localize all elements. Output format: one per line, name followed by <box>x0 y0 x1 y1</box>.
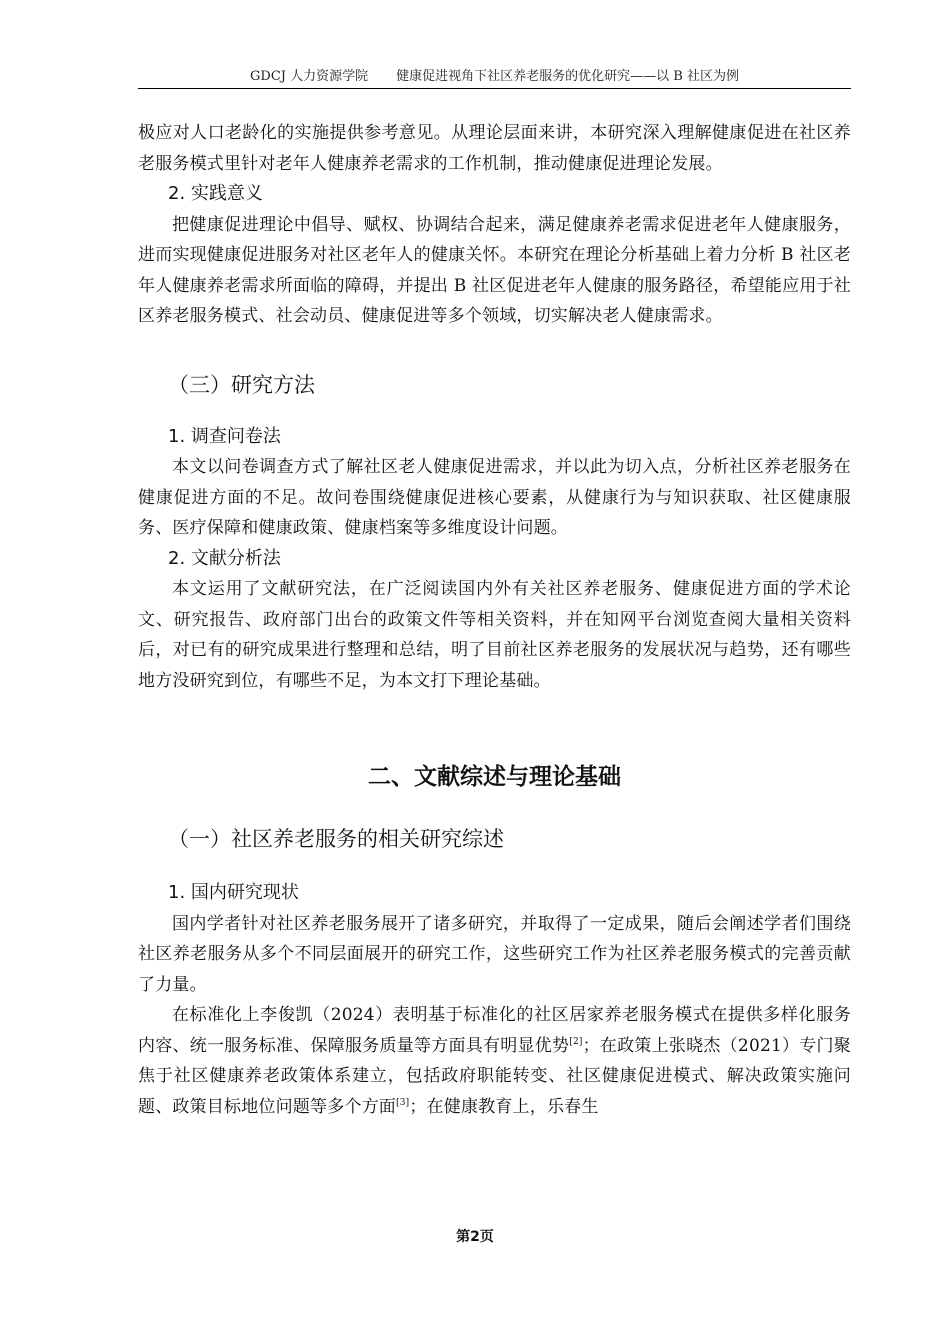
heading-domestic-research: 1. 国内研究现状 <box>168 882 299 903</box>
running-header <box>138 66 851 89</box>
heading-practical-significance: 2. 实践意义 <box>168 183 263 204</box>
citation-ref-2: [2] <box>569 1036 583 1047</box>
paragraph-domestic-research: 国内学者针对社区养老服务展开了诸多研究，并取得了一定成果，随后会阐述学者们围绕社区养老服务从多个不同层面展开的研究工作，这些研究工作为社区养老服务模式的完善贡献了力量。 <box>138 913 851 995</box>
paragraph-literature-method: 本文运用了文献研究法，在广泛阅读国内外有关社区养老服务、健康促进方面的学术论文、研究报告、政府部门出台的政策文件等相关资料，并在知网平台浏览查阅大量相关资料后，对已有的研究成果进行整理和总结，明了目前社区养老服务的发展状况与趋势，还有哪些地方没研究到位，有哪些不足，为本文打下理论基础。 <box>138 579 851 691</box>
text-health-education: ；在健康教育上，乐春生 <box>409 1096 599 1117</box>
heading-literature-review: （一）社区养老服务的相关研究综述 <box>168 827 504 851</box>
text-policy: ；在政策上张晓杰（2021）专门聚焦于社区健康养老政策体系建立，包括政府职能转变、社区健康促进模式、解决政策实施问题、政策目标地位问题等多个方面 <box>138 1035 851 1117</box>
heading-literature-method: 2. 文献分析法 <box>168 547 281 569</box>
paragraph-theory-significance: 极应对人口老龄化的实施提供参考意见。从理论层面来讲，本研究深入理解健康促进在社区养老服务模式里针对老年人健康养老需求的工作机制，推动健康促进理论发展。 <box>138 123 851 174</box>
citation-ref-3: [3] <box>396 1097 410 1108</box>
header-institution: GDCJ 人力资源学院 <box>250 69 369 84</box>
page-body <box>138 118 851 1122</box>
paragraph-domestic-details <box>138 1000 851 1122</box>
text-standardization: 在标准化上李俊凯（2024）表明基于标准化的社区居家养老服务模式在提供多样化服务内容、统一服务标准、保障服务质量等方面具有明显优势 <box>138 1005 851 1056</box>
page-number: 第2页 <box>456 1229 494 1245</box>
chapter-title: 二、文献综述与理论基础 <box>368 764 621 790</box>
paragraph-survey-method: 本文以问卷调查方式了解社区老人健康促进需求，并以此为切入点，分析社区养老服务在健康促进方面的不足。故问卷围绕健康促进核心要素，从健康行为与知识获取、社区健康服务、医疗保障和健康政策、健康档案等多维度设计问题。 <box>138 457 851 538</box>
header-thesis-title: 健康促进视角下社区养老服务的优化研究——以 B 社区为例 <box>396 69 739 84</box>
heading-survey-method: 1. 调查问卷法 <box>168 425 281 447</box>
paragraph-practical-significance: 把健康促进理论中倡导、赋权、协调结合起来，满足健康养老需求促进老年人健康服务，进而实现健康促进服务对社区老年人的健康关怀。本研究在理论分析基础上着力分析 B 社区老年人健康养老需求所面临的障碍，并提出 B 社区促进老年人健康的服务路径，希望能应用于社区养老服务模式、社会动员、健康促进等多个领域，切实解决老人健康需求。 <box>138 214 851 326</box>
heading-research-methods: （三）研究方法 <box>168 372 315 397</box>
